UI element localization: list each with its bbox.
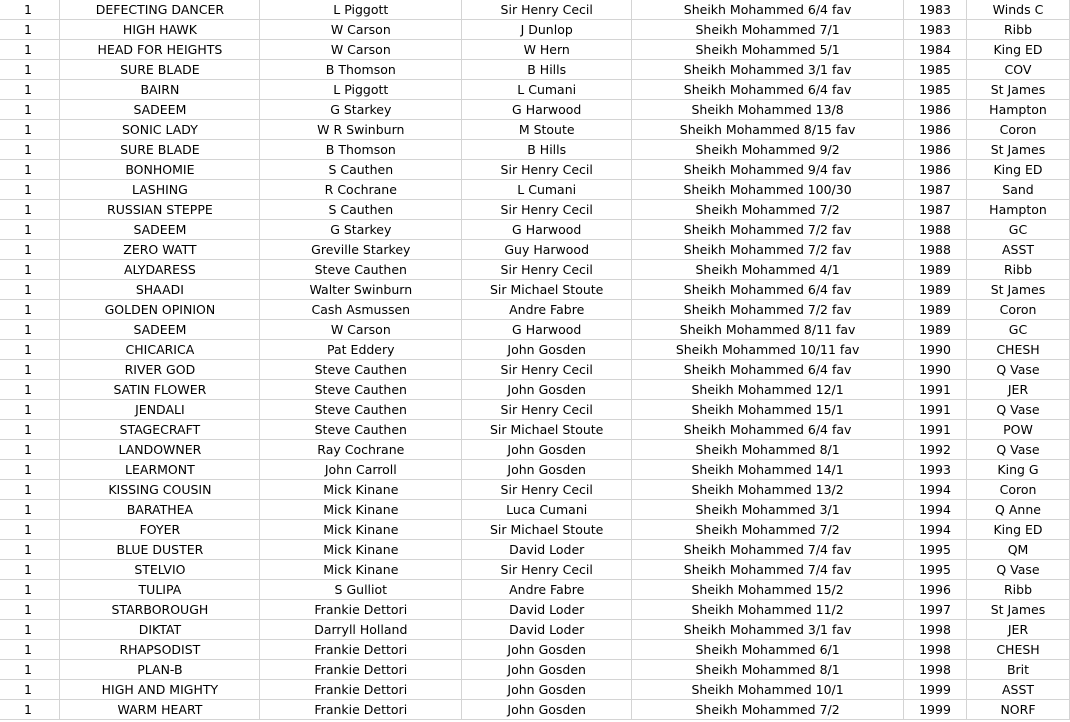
horse-cell[interactable]: SONIC LADY (60, 120, 260, 140)
owner-odds-cell[interactable]: Sheikh Mohammed 13/8 (632, 100, 904, 120)
race-cell[interactable]: Coron (967, 480, 1070, 500)
horse-cell[interactable]: PLAN-B (60, 660, 260, 680)
race-cell[interactable]: ASST (967, 680, 1070, 700)
jockey-cell[interactable]: L Piggott (260, 0, 462, 20)
race-cell[interactable]: St James (967, 600, 1070, 620)
jockey-cell[interactable]: Steve Cauthen (260, 360, 462, 380)
jockey-cell[interactable]: Mick Kinane (260, 560, 462, 580)
race-cell[interactable]: JER (967, 620, 1070, 640)
trainer-cell[interactable]: Andre Fabre (462, 300, 632, 320)
horse-cell[interactable]: ZERO WATT (60, 240, 260, 260)
owner-odds-cell[interactable]: Sheikh Mohammed 7/2 (632, 200, 904, 220)
position-cell[interactable]: 1 (0, 280, 60, 300)
horse-cell[interactable]: SHAADI (60, 280, 260, 300)
trainer-cell[interactable]: Sir Henry Cecil (462, 360, 632, 380)
jockey-cell[interactable]: Frankie Dettori (260, 700, 462, 720)
position-cell[interactable]: 1 (0, 580, 60, 600)
trainer-cell[interactable]: Sir Michael Stoute (462, 520, 632, 540)
table-row (0, 520, 1070, 540)
position-cell[interactable]: 1 (0, 700, 60, 720)
race-cell[interactable]: Q Vase (967, 560, 1070, 580)
owner-odds-cell[interactable]: Sheikh Mohammed 10/11 fav (632, 340, 904, 360)
trainer-cell[interactable]: G Harwood (462, 220, 632, 240)
position-cell[interactable]: 1 (0, 640, 60, 660)
race-cell[interactable]: POW (967, 420, 1070, 440)
horse-cell[interactable]: JENDALI (60, 400, 260, 420)
table-row (0, 660, 1070, 680)
trainer-cell[interactable]: Sir Henry Cecil (462, 480, 632, 500)
position-cell[interactable]: 1 (0, 520, 60, 540)
jockey-cell[interactable]: L Piggott (260, 80, 462, 100)
trainer-cell[interactable]: John Gosden (462, 440, 632, 460)
position-cell[interactable]: 1 (0, 400, 60, 420)
owner-odds-cell[interactable]: Sheikh Mohammed 12/1 (632, 380, 904, 400)
trainer-cell[interactable]: David Loder (462, 540, 632, 560)
trainer-cell[interactable]: John Gosden (462, 380, 632, 400)
owner-odds-cell[interactable]: Sheikh Mohammed 6/1 (632, 640, 904, 660)
horse-cell[interactable]: LANDOWNER (60, 440, 260, 460)
trainer-cell[interactable]: Sir Michael Stoute (462, 280, 632, 300)
race-cell[interactable]: Q Vase (967, 400, 1070, 420)
jockey-cell[interactable]: Mick Kinane (260, 500, 462, 520)
horse-cell[interactable]: RIVER GOD (60, 360, 260, 380)
horse-cell[interactable]: DIKTAT (60, 620, 260, 640)
table-row (0, 140, 1070, 160)
horse-cell[interactable]: STARBOROUGH (60, 600, 260, 620)
jockey-cell[interactable]: Mick Kinane (260, 540, 462, 560)
owner-odds-cell[interactable]: Sheikh Mohammed 7/1 (632, 20, 904, 40)
year-cell[interactable]: 1989 (904, 320, 967, 340)
table-row (0, 380, 1070, 400)
trainer-cell[interactable]: Sir Henry Cecil (462, 400, 632, 420)
race-cell[interactable]: Q Vase (967, 440, 1070, 460)
year-cell[interactable]: 1991 (904, 380, 967, 400)
trainer-cell[interactable]: John Gosden (462, 660, 632, 680)
position-cell[interactable]: 1 (0, 120, 60, 140)
table-row (0, 100, 1070, 120)
year-cell[interactable]: 1983 (904, 0, 967, 20)
trainer-cell[interactable]: G Harwood (462, 100, 632, 120)
owner-odds-cell[interactable]: Sheikh Mohammed 15/1 (632, 400, 904, 420)
year-cell[interactable]: 1998 (904, 660, 967, 680)
year-cell[interactable]: 1985 (904, 60, 967, 80)
horse-cell[interactable]: CHICARICA (60, 340, 260, 360)
owner-odds-cell[interactable]: Sheikh Mohammed 3/1 fav (632, 620, 904, 640)
year-cell[interactable]: 1984 (904, 40, 967, 60)
position-cell[interactable]: 1 (0, 620, 60, 640)
owner-odds-cell[interactable]: Sheikh Mohammed 7/4 fav (632, 560, 904, 580)
race-cell[interactable]: King ED (967, 160, 1070, 180)
year-cell[interactable]: 1986 (904, 100, 967, 120)
race-cell[interactable]: King ED (967, 40, 1070, 60)
horse-cell[interactable]: BONHOMIE (60, 160, 260, 180)
table-row (0, 460, 1070, 480)
owner-odds-cell[interactable]: Sheikh Mohammed 7/2 fav (632, 220, 904, 240)
table-row (0, 240, 1070, 260)
position-cell[interactable]: 1 (0, 680, 60, 700)
horse-cell[interactable]: HEAD FOR HEIGHTS (60, 40, 260, 60)
jockey-cell[interactable]: Steve Cauthen (260, 420, 462, 440)
table-row (0, 200, 1070, 220)
race-cell[interactable]: Brit (967, 660, 1070, 680)
race-cell[interactable]: Coron (967, 120, 1070, 140)
year-cell[interactable]: 1993 (904, 460, 967, 480)
jockey-cell[interactable]: Pat Eddery (260, 340, 462, 360)
trainer-cell[interactable]: Sir Henry Cecil (462, 160, 632, 180)
race-cell[interactable]: Q Anne (967, 500, 1070, 520)
race-cell[interactable]: NORF (967, 700, 1070, 720)
position-cell[interactable]: 1 (0, 160, 60, 180)
owner-odds-cell[interactable]: Sheikh Mohammed 100/30 (632, 180, 904, 200)
horse-cell[interactable]: BAIRN (60, 80, 260, 100)
table-row (0, 260, 1070, 280)
race-cell[interactable]: JER (967, 380, 1070, 400)
trainer-cell[interactable]: Sir Henry Cecil (462, 560, 632, 580)
owner-odds-cell[interactable]: Sheikh Mohammed 6/4 fav (632, 80, 904, 100)
year-cell[interactable]: 1989 (904, 300, 967, 320)
year-cell[interactable]: 1994 (904, 480, 967, 500)
table-row (0, 80, 1070, 100)
horse-cell[interactable]: BARATHEA (60, 500, 260, 520)
trainer-cell[interactable]: Sir Henry Cecil (462, 0, 632, 20)
horse-cell[interactable]: LASHING (60, 180, 260, 200)
table-row (0, 700, 1070, 720)
race-cell[interactable]: GC (967, 320, 1070, 340)
trainer-cell[interactable]: John Gosden (462, 640, 632, 660)
year-cell[interactable]: 1991 (904, 400, 967, 420)
position-cell[interactable]: 1 (0, 260, 60, 280)
owner-odds-cell[interactable]: Sheikh Mohammed 5/1 (632, 40, 904, 60)
owner-odds-cell[interactable]: Sheikh Mohammed 6/4 fav (632, 280, 904, 300)
jockey-cell[interactable]: W Carson (260, 20, 462, 40)
table-row (0, 180, 1070, 200)
position-cell[interactable]: 1 (0, 220, 60, 240)
table-row (0, 480, 1070, 500)
race-cell[interactable]: Ribb (967, 20, 1070, 40)
jockey-cell[interactable]: Steve Cauthen (260, 400, 462, 420)
horse-cell[interactable]: SADEEM (60, 220, 260, 240)
jockey-cell[interactable]: W Carson (260, 40, 462, 60)
race-cell[interactable]: Sand (967, 180, 1070, 200)
race-cell[interactable]: CHESH (967, 340, 1070, 360)
race-cell[interactable]: Hampton (967, 100, 1070, 120)
position-cell[interactable]: 1 (0, 360, 60, 380)
year-cell[interactable]: 1996 (904, 580, 967, 600)
year-cell[interactable]: 1999 (904, 680, 967, 700)
trainer-cell[interactable]: John Gosden (462, 700, 632, 720)
trainer-cell[interactable]: L Cumani (462, 180, 632, 200)
horse-cell[interactable]: STELVIO (60, 560, 260, 580)
owner-odds-cell[interactable]: Sheikh Mohammed 11/2 (632, 600, 904, 620)
jockey-cell[interactable]: S Gulliot (260, 580, 462, 600)
horse-cell[interactable]: HIGH HAWK (60, 20, 260, 40)
trainer-cell[interactable]: Andre Fabre (462, 580, 632, 600)
table-row (0, 40, 1070, 60)
position-cell[interactable]: 1 (0, 600, 60, 620)
position-cell[interactable]: 1 (0, 660, 60, 680)
table-row (0, 160, 1070, 180)
jockey-cell[interactable]: Cash Asmussen (260, 300, 462, 320)
jockey-cell[interactable]: Mick Kinane (260, 520, 462, 540)
table-row (0, 640, 1070, 660)
position-cell[interactable]: 1 (0, 140, 60, 160)
jockey-cell[interactable]: W R Swinburn (260, 120, 462, 140)
race-cell[interactable]: Ribb (967, 260, 1070, 280)
table-row (0, 400, 1070, 420)
owner-odds-cell[interactable]: Sheikh Mohammed 8/11 fav (632, 320, 904, 340)
race-cell[interactable]: St James (967, 280, 1070, 300)
year-cell[interactable]: 1991 (904, 420, 967, 440)
trainer-cell[interactable]: G Harwood (462, 320, 632, 340)
owner-odds-cell[interactable]: Sheikh Mohammed 6/4 fav (632, 0, 904, 20)
jockey-cell[interactable]: G Starkey (260, 220, 462, 240)
trainer-cell[interactable]: David Loder (462, 620, 632, 640)
position-cell[interactable]: 1 (0, 80, 60, 100)
race-cell[interactable]: Ribb (967, 580, 1070, 600)
position-cell[interactable]: 1 (0, 480, 60, 500)
owner-odds-cell[interactable]: Sheikh Mohammed 4/1 (632, 260, 904, 280)
jockey-cell[interactable]: R Cochrane (260, 180, 462, 200)
year-cell[interactable]: 1999 (904, 700, 967, 720)
position-cell[interactable]: 1 (0, 320, 60, 340)
table-row (0, 0, 1070, 20)
horse-cell[interactable]: SATIN FLOWER (60, 380, 260, 400)
year-cell[interactable]: 1990 (904, 360, 967, 380)
trainer-cell[interactable]: Luca Cumani (462, 500, 632, 520)
owner-odds-cell[interactable]: Sheikh Mohammed 14/1 (632, 460, 904, 480)
position-cell[interactable]: 1 (0, 180, 60, 200)
table-row (0, 540, 1070, 560)
owner-odds-cell[interactable]: Sheikh Mohammed 8/1 (632, 660, 904, 680)
year-cell[interactable]: 1994 (904, 520, 967, 540)
position-cell[interactable]: 1 (0, 40, 60, 60)
position-cell[interactable]: 1 (0, 240, 60, 260)
jockey-cell[interactable]: S Cauthen (260, 200, 462, 220)
year-cell[interactable]: 1995 (904, 540, 967, 560)
jockey-cell[interactable]: G Starkey (260, 100, 462, 120)
jockey-cell[interactable]: Frankie Dettori (260, 640, 462, 660)
jockey-cell[interactable]: Mick Kinane (260, 480, 462, 500)
trainer-cell[interactable]: Guy Harwood (462, 240, 632, 260)
year-cell[interactable]: 1986 (904, 160, 967, 180)
horse-cell[interactable]: SADEEM (60, 320, 260, 340)
owner-odds-cell[interactable]: Sheikh Mohammed 6/4 fav (632, 420, 904, 440)
table-row (0, 680, 1070, 700)
jockey-cell[interactable]: Darryll Holland (260, 620, 462, 640)
horse-cell[interactable]: FOYER (60, 520, 260, 540)
position-cell[interactable]: 1 (0, 200, 60, 220)
horse-cell[interactable]: RUSSIAN STEPPE (60, 200, 260, 220)
trainer-cell[interactable]: David Loder (462, 600, 632, 620)
year-cell[interactable]: 1992 (904, 440, 967, 460)
trainer-cell[interactable]: John Gosden (462, 460, 632, 480)
owner-odds-cell[interactable]: Sheikh Mohammed 9/2 (632, 140, 904, 160)
trainer-cell[interactable]: Sir Michael Stoute (462, 420, 632, 440)
year-cell[interactable]: 1983 (904, 20, 967, 40)
horse-cell[interactable]: DEFECTING DANCER (60, 0, 260, 20)
year-cell[interactable]: 1989 (904, 280, 967, 300)
horse-cell[interactable]: KISSING COUSIN (60, 480, 260, 500)
race-cell[interactable]: King ED (967, 520, 1070, 540)
position-cell[interactable]: 1 (0, 60, 60, 80)
jockey-cell[interactable]: John Carroll (260, 460, 462, 480)
table-row (0, 560, 1070, 580)
table-row (0, 280, 1070, 300)
table-row (0, 120, 1070, 140)
jockey-cell[interactable]: Frankie Dettori (260, 600, 462, 620)
table-row (0, 580, 1070, 600)
table-row (0, 500, 1070, 520)
year-cell[interactable]: 1998 (904, 620, 967, 640)
horse-cell[interactable]: HIGH AND MIGHTY (60, 680, 260, 700)
trainer-cell[interactable]: B Hills (462, 140, 632, 160)
owner-odds-cell[interactable]: Sheikh Mohammed 7/2 fav (632, 240, 904, 260)
owner-odds-cell[interactable]: Sheikh Mohammed 9/4 fav (632, 160, 904, 180)
year-cell[interactable]: 1986 (904, 140, 967, 160)
table-row (0, 620, 1070, 640)
position-cell[interactable]: 1 (0, 0, 60, 20)
jockey-cell[interactable]: B Thomson (260, 140, 462, 160)
position-cell[interactable]: 1 (0, 300, 60, 320)
race-cell[interactable]: King G (967, 460, 1070, 480)
horse-cell[interactable]: STAGECRAFT (60, 420, 260, 440)
table-row (0, 600, 1070, 620)
jockey-cell[interactable]: S Cauthen (260, 160, 462, 180)
race-cell[interactable]: St James (967, 140, 1070, 160)
year-cell[interactable]: 1986 (904, 120, 967, 140)
year-cell[interactable]: 1988 (904, 220, 967, 240)
race-cell[interactable]: ASST (967, 240, 1070, 260)
table-row (0, 60, 1070, 80)
position-cell[interactable]: 1 (0, 500, 60, 520)
owner-odds-cell[interactable]: Sheikh Mohammed 7/2 (632, 520, 904, 540)
position-cell[interactable]: 1 (0, 100, 60, 120)
race-cell[interactable]: CHESH (967, 640, 1070, 660)
position-cell[interactable]: 1 (0, 340, 60, 360)
trainer-cell[interactable]: M Stoute (462, 120, 632, 140)
year-cell[interactable]: 1994 (904, 500, 967, 520)
year-cell[interactable]: 1989 (904, 260, 967, 280)
table-row (0, 420, 1070, 440)
owner-odds-cell[interactable]: Sheikh Mohammed 7/4 fav (632, 540, 904, 560)
jockey-cell[interactable]: Frankie Dettori (260, 660, 462, 680)
position-cell[interactable]: 1 (0, 20, 60, 40)
jockey-cell[interactable]: W Carson (260, 320, 462, 340)
table-row (0, 360, 1070, 380)
owner-odds-cell[interactable]: Sheikh Mohammed 6/4 fav (632, 360, 904, 380)
jockey-cell[interactable]: Steve Cauthen (260, 260, 462, 280)
position-cell[interactable]: 1 (0, 540, 60, 560)
year-cell[interactable]: 1997 (904, 600, 967, 620)
horse-cell[interactable]: ALYDARESS (60, 260, 260, 280)
position-cell[interactable]: 1 (0, 440, 60, 460)
horse-cell[interactable]: GOLDEN OPINION (60, 300, 260, 320)
horse-cell[interactable]: LEARMONT (60, 460, 260, 480)
owner-odds-cell[interactable]: Sheikh Mohammed 10/1 (632, 680, 904, 700)
jockey-cell[interactable]: Steve Cauthen (260, 380, 462, 400)
horse-cell[interactable]: TULIPA (60, 580, 260, 600)
table-row (0, 320, 1070, 340)
jockey-cell[interactable]: B Thomson (260, 60, 462, 80)
trainer-cell[interactable]: B Hills (462, 60, 632, 80)
jockey-cell[interactable]: Frankie Dettori (260, 680, 462, 700)
year-cell[interactable]: 1987 (904, 180, 967, 200)
jockey-cell[interactable]: Greville Starkey (260, 240, 462, 260)
race-cell[interactable]: St James (967, 80, 1070, 100)
year-cell[interactable]: 1985 (904, 80, 967, 100)
trainer-cell[interactable]: John Gosden (462, 340, 632, 360)
year-cell[interactable]: 1988 (904, 240, 967, 260)
year-cell[interactable]: 1998 (904, 640, 967, 660)
race-cell[interactable]: Q Vase (967, 360, 1070, 380)
position-cell[interactable]: 1 (0, 420, 60, 440)
owner-odds-cell[interactable]: Sheikh Mohammed 8/15 fav (632, 120, 904, 140)
trainer-cell[interactable]: W Hern (462, 40, 632, 60)
table-row (0, 340, 1070, 360)
table-row (0, 300, 1070, 320)
jockey-cell[interactable]: Walter Swinburn (260, 280, 462, 300)
jockey-cell[interactable]: Ray Cochrane (260, 440, 462, 460)
year-cell[interactable]: 1995 (904, 560, 967, 580)
trainer-cell[interactable]: J Dunlop (462, 20, 632, 40)
position-cell[interactable]: 1 (0, 460, 60, 480)
trainer-cell[interactable]: Sir Henry Cecil (462, 200, 632, 220)
owner-odds-cell[interactable]: Sheikh Mohammed 13/2 (632, 480, 904, 500)
year-cell[interactable]: 1987 (904, 200, 967, 220)
owner-odds-cell[interactable]: Sheikh Mohammed 3/1 (632, 500, 904, 520)
owner-odds-cell[interactable]: Sheikh Mohammed 7/2 fav (632, 300, 904, 320)
horse-cell[interactable]: SURE BLADE (60, 60, 260, 80)
race-cell[interactable]: COV (967, 60, 1070, 80)
horse-cell[interactable]: SADEEM (60, 100, 260, 120)
table-row (0, 20, 1070, 40)
trainer-cell[interactable]: Sir Henry Cecil (462, 260, 632, 280)
race-cell[interactable]: GC (967, 220, 1070, 240)
owner-odds-cell[interactable]: Sheikh Mohammed 3/1 fav (632, 60, 904, 80)
race-cell[interactable]: Winds C (967, 0, 1070, 20)
owner-odds-cell[interactable]: Sheikh Mohammed 8/1 (632, 440, 904, 460)
table-row (0, 440, 1070, 460)
year-cell[interactable]: 1990 (904, 340, 967, 360)
position-cell[interactable]: 1 (0, 380, 60, 400)
horse-cell[interactable]: BLUE DUSTER (60, 540, 260, 560)
position-cell[interactable]: 1 (0, 560, 60, 580)
trainer-cell[interactable]: L Cumani (462, 80, 632, 100)
horse-cell[interactable]: SURE BLADE (60, 140, 260, 160)
trainer-cell[interactable]: John Gosden (462, 680, 632, 700)
table-row (0, 220, 1070, 240)
owner-odds-cell[interactable]: Sheikh Mohammed 15/2 (632, 580, 904, 600)
owner-odds-cell[interactable]: Sheikh Mohammed 7/2 (632, 700, 904, 720)
race-cell[interactable]: Hampton (967, 200, 1070, 220)
horse-cell[interactable]: RHAPSODIST (60, 640, 260, 660)
race-cell[interactable]: QM (967, 540, 1070, 560)
race-cell[interactable]: Coron (967, 300, 1070, 320)
horse-cell[interactable]: WARM HEART (60, 700, 260, 720)
